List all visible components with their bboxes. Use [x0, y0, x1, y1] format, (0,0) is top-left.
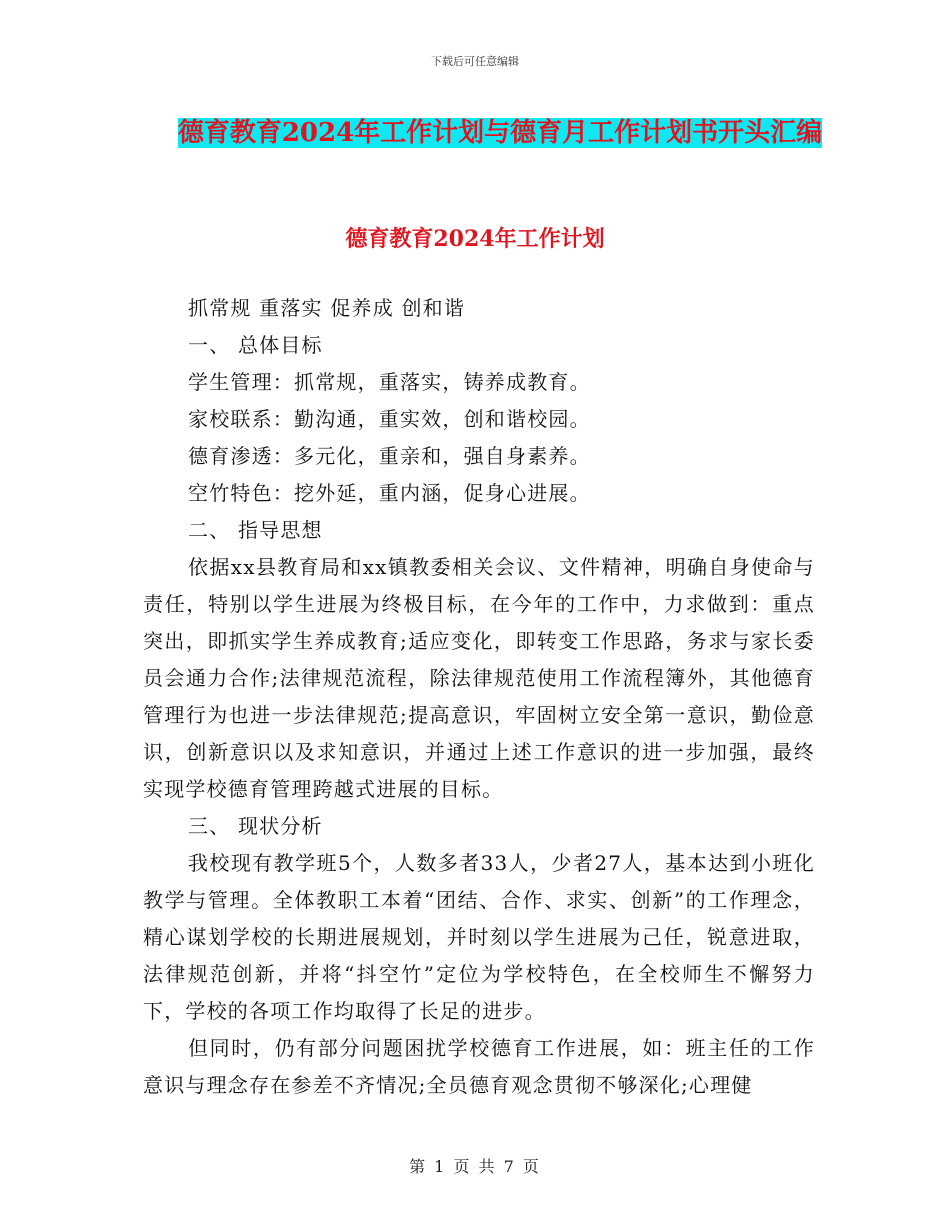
- document-title-text: 德育教育2024年工作计划与德育月工作计划书开头汇编: [177, 118, 823, 148]
- page-number: 第 1 页 共 7 页: [409, 1157, 541, 1176]
- section-title: 德育教育2024年工作计划: [345, 226, 605, 252]
- section-heading-guidance: 二、 指导思想: [188, 518, 323, 542]
- document-title: [140, 110, 860, 156]
- section-heading-goals: 一、 总体目标: [188, 333, 323, 357]
- problems-paragraph: 但同时，仍有部分问题困扰学校德育工作进展，如：班主任的工作意识与理念存在参差不齐情况;全员德育观念贯彻不够深化;心理健: [143, 1036, 815, 1097]
- guidance-paragraph: 依据xx县教育局和xx镇教委相关会议、文件精神，明确自身使命与责任，特别以学生进展为终极目标，在今年的工作中，力求做到：重点突出，即抓实学生养成教育;适应变化，即转变工作思路，务求与家长委员会通力合作;法律规范流程，除法律规范使用工作流程簿外，其他德育管理行为也进一步法律规范;提高意识，牢固树立安全第一意识，勤俭意识，创新意识以及求知意识，并通过上述工作意识的进一步加强，最终实现学校德育管理跨越式进展的目标。: [143, 555, 815, 801]
- goal-item: 德育渗透：多元化，重亲和，强自身素养。: [188, 444, 591, 468]
- document-body: [143, 290, 815, 1104]
- status-paragraph: 我校现有教学班5个，人数多者33人，少者27人，基本达到小班化教学与管理。全体教职工本着“团结、合作、求实、创新”的工作理念，精心谋划学校的长期进展规划，并时刻以学生进展为己任，锐意进取，法律规范创新，并将“抖空竹”定位为学校特色，在全校师生不懈努力下，学校的各项工作均取得了长足的进步。: [143, 851, 815, 1023]
- header-note: 下载后可任意编辑: [431, 55, 519, 68]
- slogan: 抓常规 重落实 促养成 创和谐: [188, 296, 466, 320]
- goal-item: 空竹特色：挖外延，重内涵，促身心进展。: [188, 481, 591, 505]
- section-heading-status: 三、 现状分析: [188, 814, 323, 838]
- goal-item: 家校联系：勤沟通，重实效，创和谐校园。: [188, 407, 591, 431]
- goal-item: 学生管理：抓常规，重落实，铸养成教育。: [188, 370, 591, 394]
